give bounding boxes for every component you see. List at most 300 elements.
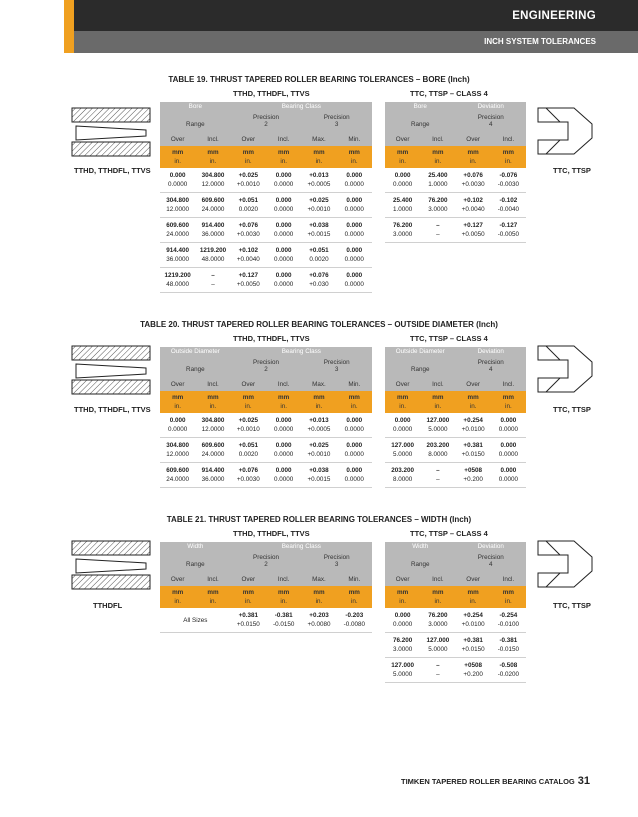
table-cell <box>231 171 266 189</box>
table-row <box>160 413 372 438</box>
value-mm: +0.102 <box>238 247 259 254</box>
value-mm: +0.038 <box>309 222 329 229</box>
value-mm: 609.600 <box>201 442 225 449</box>
col-group-bore: Bore <box>413 103 427 110</box>
table-cell <box>385 611 420 629</box>
value-in: 0.0000 <box>274 451 294 458</box>
table-cell <box>195 466 230 484</box>
col-group-od: Outside Diameter <box>170 348 220 355</box>
table-cell <box>420 221 455 239</box>
value-in: 0.0000 <box>344 206 364 213</box>
table-row <box>385 438 526 463</box>
table-cell <box>266 466 301 484</box>
table-cell <box>337 441 372 459</box>
unit-in: in. <box>174 158 181 165</box>
table-row <box>385 633 526 658</box>
table-cell <box>491 661 526 679</box>
table-cell <box>456 416 491 434</box>
table-cell <box>301 611 336 629</box>
value-mm: -0.127 <box>499 222 518 229</box>
table-cell <box>160 246 195 264</box>
value-in: 3.0000 <box>428 206 448 213</box>
value-mm: 127.000 <box>426 417 450 424</box>
table-row <box>385 608 526 633</box>
table-cell <box>491 221 526 239</box>
table-cell <box>195 441 230 459</box>
table-19-title: TABLE 19. THRUST TAPERED ROLLER BEARING TOLERANCES – BORE (Inch) <box>168 75 470 84</box>
table-cell <box>491 466 526 484</box>
value-mm: +0.051 <box>238 197 259 204</box>
value-in: 0.0000 <box>274 256 294 263</box>
precision-3 <box>301 553 372 575</box>
precision-label: Precision <box>253 554 279 561</box>
value-mm: 0.000 <box>275 247 292 254</box>
unit-cell <box>337 391 372 413</box>
unit-in: in. <box>399 598 406 605</box>
precision-number: 2 <box>264 561 268 568</box>
unit-in: in. <box>280 158 287 165</box>
table-row <box>160 438 372 463</box>
value-mm: 609.600 <box>201 197 225 204</box>
unit-cell <box>337 586 372 608</box>
value-in: +0.0015 <box>307 231 331 238</box>
header-bar <box>64 0 638 31</box>
value-in: 0.0000 <box>498 426 518 433</box>
value-mm: +0508 <box>464 662 482 669</box>
unit-in: in. <box>174 598 181 605</box>
table-cell <box>231 466 266 484</box>
value-in: 0.0000 <box>168 181 188 188</box>
col-incl: Incl. <box>502 136 515 143</box>
value-in: – <box>436 671 440 678</box>
value-in: 0.0000 <box>274 476 294 483</box>
table-cell <box>337 466 372 484</box>
precision-label: Precision <box>477 554 504 561</box>
col-over: Over <box>241 381 256 388</box>
value-in: 0.0000 <box>274 281 294 288</box>
header-row <box>385 542 526 553</box>
table-cell <box>231 271 266 289</box>
precision-number: 4 <box>488 561 493 568</box>
table-21-right-label: TTC, TTSP <box>553 601 591 610</box>
table-cell <box>337 271 372 289</box>
table-cell <box>337 196 372 214</box>
value-in: 0.0000 <box>498 476 518 483</box>
table-body <box>160 413 372 488</box>
unit-cell <box>420 586 455 608</box>
range-label: Range <box>186 560 205 568</box>
table-cell <box>420 416 455 434</box>
unit-cell <box>420 146 455 168</box>
table-cell <box>385 441 420 459</box>
value-mm: 0.000 <box>346 172 363 179</box>
table-cell <box>266 196 301 214</box>
value-mm: -0.102 <box>499 197 518 204</box>
value-mm: +0.013 <box>309 417 329 424</box>
table-cell <box>385 661 420 679</box>
table-cell <box>301 441 336 459</box>
value-in: 48.0000 <box>166 281 190 288</box>
range-label: Range <box>410 560 430 568</box>
value-in: +0.0050 <box>461 231 485 238</box>
value-mm: 0.000 <box>275 197 292 204</box>
value-mm: 25.400 <box>392 197 413 204</box>
value-in: 12.0000 <box>201 181 225 188</box>
unit-in: in. <box>469 403 477 410</box>
subsection-title: INCH SYSTEM TOLERANCES <box>484 37 596 46</box>
value-in: 8.0000 <box>428 451 448 458</box>
value-in: 0.0020 <box>309 256 329 263</box>
unit-in: in. <box>399 403 406 410</box>
value-in: 24.0000 <box>201 451 225 458</box>
table-cell <box>195 416 230 434</box>
unit-in: in. <box>209 403 217 410</box>
table-cell <box>337 171 372 189</box>
value-mm: 609.600 <box>166 222 190 229</box>
col-incl: Incl. <box>207 381 219 388</box>
unit-in: in. <box>469 598 477 605</box>
value-in: +0.0100 <box>461 426 485 433</box>
table-cell <box>420 611 455 629</box>
value-mm: -0.076 <box>499 172 518 179</box>
value-in: 5.0000 <box>428 426 448 433</box>
unit-cell <box>195 586 230 608</box>
value-in: 24.0000 <box>201 206 225 213</box>
table-20-left <box>160 347 372 488</box>
value-mm: +0.127 <box>238 272 259 279</box>
table-row <box>160 193 372 218</box>
value-in: -0.0100 <box>497 621 520 628</box>
table-row <box>385 413 526 438</box>
table-cell <box>385 196 420 214</box>
col-group-width: Width <box>187 543 204 550</box>
unit-cell <box>195 391 230 413</box>
table-cell <box>456 221 491 239</box>
precision-number: 3 <box>334 561 339 568</box>
precision-label: Precision <box>477 114 504 121</box>
header-row <box>160 102 372 113</box>
table-cell <box>266 611 301 629</box>
value-mm: +0.076 <box>238 467 259 474</box>
col-group-class: Bearing Class <box>281 348 321 355</box>
table-cell <box>337 611 372 629</box>
unit-in: in. <box>280 403 287 410</box>
section-title: ENGINEERING <box>512 10 596 22</box>
column-header-row <box>385 380 526 391</box>
value-in: -0.0080 <box>343 621 365 628</box>
table-body <box>160 168 372 293</box>
table-cell <box>385 466 420 484</box>
value-in: 36.0000 <box>166 256 190 263</box>
value-mm: 203.200 <box>426 442 450 449</box>
value-mm: 0.000 <box>394 172 411 179</box>
unit-mm: mm <box>397 589 409 596</box>
value-mm: 0.000 <box>346 417 363 424</box>
value-in: – <box>436 231 440 238</box>
value-mm: 0.000 <box>346 442 363 449</box>
od-bearing-diagram-right <box>534 342 600 396</box>
value-mm: – <box>436 662 440 669</box>
unit-mm: mm <box>348 589 360 596</box>
table-20-title: TABLE 20. THRUST TAPERED ROLLER BEARING TOLERANCES – OUTSIDE DIAMETER (Inch) <box>140 320 498 329</box>
col-incl: Incl. <box>432 381 444 388</box>
unit-cell <box>491 586 526 608</box>
unit-mm: mm <box>207 589 219 596</box>
precision-2 <box>231 553 302 575</box>
unit-mm: mm <box>432 394 444 401</box>
table-cell <box>337 221 372 239</box>
value-in: 8.0000 <box>392 476 413 483</box>
subheader-bar <box>64 31 638 53</box>
value-mm: 0.000 <box>346 247 363 254</box>
value-mm: 0.000 <box>500 417 517 424</box>
value-mm: +0.038 <box>309 467 329 474</box>
table-row <box>160 268 372 293</box>
table-cell <box>491 636 526 654</box>
precision-label: Precision <box>323 359 350 366</box>
col-incl: Incl. <box>502 576 515 583</box>
table-row <box>160 463 372 488</box>
value-in: +0.0050 <box>236 281 260 288</box>
unit-mm: mm <box>313 394 325 401</box>
table-20-left-label: TTHD, TTHDFL, TTVS <box>74 405 151 414</box>
value-in: +0.200 <box>463 476 483 483</box>
unit-cell <box>456 586 491 608</box>
unit-in: in. <box>244 598 252 605</box>
table-cell <box>420 636 455 654</box>
table-body <box>385 413 526 488</box>
unit-in: in. <box>350 158 358 165</box>
table-row <box>385 218 526 243</box>
unit-cell <box>301 391 336 413</box>
unit-cell <box>231 586 266 608</box>
value-mm: +0.013 <box>309 172 329 179</box>
col-group-od: Outside Diameter <box>395 348 445 355</box>
table-cell <box>456 196 491 214</box>
value-in: – <box>436 476 440 483</box>
table-cell <box>231 221 266 239</box>
header-row <box>385 347 526 358</box>
value-in: +0.0015 <box>307 476 331 483</box>
unit-mm: mm <box>397 394 409 401</box>
value-mm: +0508 <box>464 467 482 474</box>
value-mm: 914.400 <box>166 247 190 254</box>
value-mm: 0.000 <box>169 172 186 179</box>
value-in: 0.0000 <box>392 426 413 433</box>
col-group-class: Bearing Class <box>281 103 321 110</box>
table-cell <box>420 661 455 679</box>
table-cell <box>456 441 491 459</box>
table-cell <box>195 271 230 289</box>
value-in: 12.0000 <box>166 451 190 458</box>
unit-mm: mm <box>502 149 514 156</box>
value-in: +0.0040 <box>236 256 260 263</box>
table-cell <box>491 416 526 434</box>
unit-cell <box>337 146 372 168</box>
table-cell <box>301 416 336 434</box>
unit-in: in. <box>244 403 252 410</box>
precision-3 <box>301 358 372 380</box>
unit-mm: mm <box>207 149 219 156</box>
table-body <box>385 168 526 243</box>
table-cell <box>456 636 491 654</box>
table-cell <box>420 441 455 459</box>
table-row <box>160 168 372 193</box>
table-20-right-group: TTC, TTSP – CLASS 4 <box>410 334 488 343</box>
unit-mm: mm <box>242 589 254 596</box>
value-in: 36.0000 <box>201 476 225 483</box>
table-row <box>385 193 526 218</box>
unit-in: in. <box>434 598 442 605</box>
table-cell <box>266 221 301 239</box>
value-in: 0.0000 <box>392 181 413 188</box>
units-row <box>160 391 372 413</box>
unit-mm: mm <box>348 149 360 156</box>
unit-cell <box>231 146 266 168</box>
value-mm: 0.000 <box>346 197 363 204</box>
unit-mm: mm <box>313 589 325 596</box>
column-header-row <box>160 575 372 586</box>
unit-mm: mm <box>502 394 514 401</box>
column-header-row <box>160 380 372 391</box>
header-row <box>160 347 372 358</box>
value-mm: +0.051 <box>238 442 259 449</box>
page-footer <box>401 775 590 787</box>
page-number: 31 <box>577 775 590 787</box>
precision-label: Precision <box>477 359 504 366</box>
unit-cell <box>195 146 230 168</box>
units-row <box>385 391 526 413</box>
table-cell <box>456 661 491 679</box>
table-row <box>385 463 526 488</box>
unit-cell <box>266 391 301 413</box>
table-cell <box>420 196 455 214</box>
table-20-right <box>385 347 526 488</box>
header-row <box>160 542 372 553</box>
value-mm: +0.076 <box>463 172 483 179</box>
table-cell <box>301 246 336 264</box>
value-in: +0.0005 <box>307 181 331 188</box>
value-in: +0.0030 <box>236 231 260 238</box>
unit-in: in. <box>505 598 512 605</box>
value-in: 0.0000 <box>344 256 364 263</box>
unit-mm: mm <box>502 589 514 596</box>
unit-mm: mm <box>348 394 360 401</box>
table-cell <box>491 611 526 629</box>
unit-in: in. <box>469 158 477 165</box>
value-mm: +0.381 <box>238 612 259 619</box>
col-group-deviation: Deviation <box>477 543 504 550</box>
value-in: 5.0000 <box>428 646 448 653</box>
value-in: 12.0000 <box>201 426 225 433</box>
value-in: -0.0150 <box>272 621 295 628</box>
unit-cell <box>160 586 195 608</box>
table-cell <box>337 416 372 434</box>
col-over: Over <box>466 576 480 583</box>
table-cell <box>337 246 372 264</box>
value-in: +0.0010 <box>307 206 331 213</box>
value-mm: +0.025 <box>309 442 329 449</box>
value-in: +0.200 <box>463 671 483 678</box>
unit-cell <box>266 586 301 608</box>
value-mm: +0.381 <box>463 442 483 449</box>
table-19-right <box>385 102 526 243</box>
header-row <box>385 102 526 113</box>
units-row <box>160 146 372 168</box>
unit-mm: mm <box>432 149 444 156</box>
unit-in: in. <box>315 598 323 605</box>
value-mm: +0.025 <box>238 417 259 424</box>
value-in: 1.0000 <box>392 206 413 213</box>
value-in: 0.0000 <box>274 206 294 213</box>
value-in: -0.0040 <box>497 206 520 213</box>
unit-in: in. <box>399 158 406 165</box>
value-in: +0.0030 <box>461 181 485 188</box>
value-mm: 76.200 <box>392 637 413 644</box>
table-21-left-label: TTHDFL <box>93 601 123 610</box>
table-cell <box>385 416 420 434</box>
unit-cell <box>160 146 195 168</box>
unit-cell <box>385 586 420 608</box>
col-incl: Incl. <box>277 381 290 388</box>
value-mm: 0.000 <box>275 272 292 279</box>
col-min: Min. <box>348 576 361 583</box>
value-in: 0.0020 <box>238 206 258 213</box>
col-group-deviation: Deviation <box>477 103 504 110</box>
value-in: 0.0000 <box>344 281 364 288</box>
unit-mm: mm <box>467 149 479 156</box>
value-mm: 0.000 <box>169 417 186 424</box>
value-in: +0.0040 <box>461 206 485 213</box>
value-mm: 0.000 <box>275 222 292 229</box>
table-19-right-label: TTC, TTSP <box>553 166 591 175</box>
table-cell <box>195 221 230 239</box>
value-mm: +0.102 <box>463 197 483 204</box>
value-mm: 304.800 <box>201 172 225 179</box>
unit-in: in. <box>244 158 252 165</box>
value-mm: 0.000 <box>346 222 363 229</box>
precision-4 <box>456 553 527 575</box>
unit-in: in. <box>209 598 217 605</box>
value-mm: 0.000 <box>275 417 292 424</box>
value-in: +0.0080 <box>307 621 331 628</box>
value-in: 3.0000 <box>392 646 413 653</box>
width-bearing-diagram-left <box>68 537 154 591</box>
subheader-row <box>385 553 526 575</box>
col-over: Over <box>466 381 480 388</box>
value-in: 0.0000 <box>344 476 364 483</box>
unit-in: in. <box>174 403 181 410</box>
col-over: Over <box>170 136 185 143</box>
catalog-name: TIMKEN TAPERED ROLLER BEARING CATALOG <box>401 777 575 786</box>
col-incl: Incl. <box>432 136 444 143</box>
value-in: +0.0150 <box>461 451 485 458</box>
value-in: 0.0020 <box>238 451 258 458</box>
value-in: 48.0000 <box>201 256 225 263</box>
value-mm: 0.000 <box>275 467 292 474</box>
precision-number: 2 <box>264 121 268 128</box>
table-row <box>160 243 372 268</box>
unit-in: in. <box>505 403 512 410</box>
range-label: Range <box>410 365 430 373</box>
precision-label: Precision <box>323 554 350 561</box>
subheader-row <box>385 358 526 380</box>
table-20-left-group: TTHD, TTHDFL, TTVS <box>233 334 310 343</box>
table-cell <box>301 221 336 239</box>
unit-cell <box>301 146 336 168</box>
unit-mm: mm <box>278 394 290 401</box>
table-21-right <box>385 542 526 683</box>
